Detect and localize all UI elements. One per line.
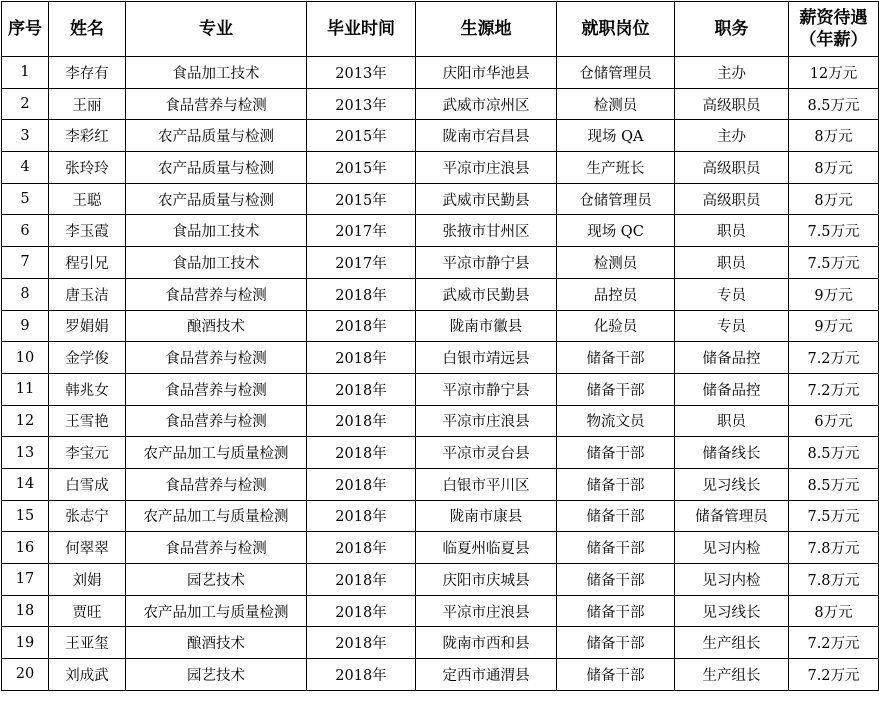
cell-index: 8 [2,278,49,310]
cell-index: 1 [2,57,49,89]
cell-major: 农产品加工与质量检测 [126,595,307,627]
cell-index: 14 [2,468,49,500]
cell-salary: 8万元 [789,152,879,184]
cell-job-position: 现场 QA [557,120,675,152]
cell-salary: 7.5万元 [789,500,879,532]
table-row [2,595,879,627]
cell-major: 农产品质量与检测 [126,183,307,215]
cell-graduation-year: 2015年 [307,152,416,184]
cell-job-position: 储备干部 [557,342,675,374]
table-row [2,152,879,184]
cell-job-title: 见习线长 [675,468,789,500]
cell-job-title: 主办 [675,57,789,89]
cell-salary: 7.8万元 [789,564,879,596]
cell-index: 11 [2,373,49,405]
cell-major: 食品加工技术 [126,57,307,89]
header-salary-line1: 薪资待遇 [799,8,868,28]
cell-name: 罗娟娟 [49,310,126,342]
table-row [2,310,879,342]
cell-hometown: 定西市通渭县 [416,659,557,691]
cell-graduation-year: 2018年 [307,342,416,374]
cell-name: 张玲玲 [49,152,126,184]
header-job-position: 就职岗位 [557,2,675,57]
cell-hometown: 平凉市灵台县 [416,437,557,469]
header-row [2,2,879,57]
cell-job-title: 职员 [675,247,789,279]
cell-major: 农产品加工与质量检测 [126,437,307,469]
cell-major: 食品营养与检测 [126,405,307,437]
cell-graduation-year: 2018年 [307,595,416,627]
cell-job-position: 储备干部 [557,595,675,627]
cell-job-position: 储备干部 [557,659,675,691]
cell-job-position: 化验员 [557,310,675,342]
cell-index: 20 [2,659,49,691]
cell-hometown: 陇南市康县 [416,500,557,532]
cell-hometown: 平凉市庄浪县 [416,595,557,627]
cell-job-title: 见习内检 [675,532,789,564]
cell-name: 王聪 [49,183,126,215]
cell-name: 王亚玺 [49,627,126,659]
table-row [2,659,879,691]
cell-hometown: 张掖市甘州区 [416,215,557,247]
cell-name: 唐玉洁 [49,278,126,310]
cell-hometown: 武威市民勤县 [416,183,557,215]
cell-job-title: 职员 [675,405,789,437]
cell-job-position: 检测员 [557,88,675,120]
cell-job-title: 储备品控 [675,373,789,405]
cell-graduation-year: 2015年 [307,183,416,215]
cell-job-title: 储备品控 [675,342,789,374]
cell-index: 5 [2,183,49,215]
cell-name: 李宝元 [49,437,126,469]
cell-job-title: 专员 [675,310,789,342]
cell-hometown: 陇南市宕昌县 [416,120,557,152]
table-row [2,342,879,374]
cell-salary: 8万元 [789,183,879,215]
cell-major: 食品营养与检测 [126,342,307,374]
cell-hometown: 庆阳市华池县 [416,57,557,89]
cell-index: 9 [2,310,49,342]
cell-name: 何翠翠 [49,532,126,564]
cell-job-position: 现场 QC [557,215,675,247]
cell-job-position: 仓储管理员 [557,57,675,89]
cell-hometown: 陇南市西和县 [416,627,557,659]
cell-index: 3 [2,120,49,152]
cell-job-position: 物流文员 [557,405,675,437]
cell-job-title: 专员 [675,278,789,310]
cell-graduation-year: 2018年 [307,278,416,310]
cell-name: 张志宁 [49,500,126,532]
cell-job-position: 储备干部 [557,627,675,659]
table-row [2,627,879,659]
table-body [2,57,879,691]
cell-index: 6 [2,215,49,247]
table-row [2,215,879,247]
cell-index: 4 [2,152,49,184]
cell-graduation-year: 2018年 [307,659,416,691]
cell-job-position: 储备干部 [557,500,675,532]
cell-index: 7 [2,247,49,279]
cell-name: 金学俊 [49,342,126,374]
cell-name: 贾旺 [49,595,126,627]
cell-major: 农产品加工与质量检测 [126,500,307,532]
cell-salary: 8万元 [789,120,879,152]
cell-salary: 7.2万元 [789,342,879,374]
header-hometown: 生源地 [416,2,557,57]
cell-salary: 8.5万元 [789,468,879,500]
cell-hometown: 临夏州临夏县 [416,532,557,564]
table-row [2,120,879,152]
graduate-employment-table [1,1,879,691]
cell-hometown: 平凉市静宁县 [416,247,557,279]
cell-job-position: 品控员 [557,278,675,310]
cell-graduation-year: 2015年 [307,120,416,152]
header-salary [789,2,879,57]
cell-job-position: 检测员 [557,247,675,279]
cell-job-title: 生产组长 [675,627,789,659]
cell-job-position: 储备干部 [557,532,675,564]
cell-hometown: 平凉市庄浪县 [416,152,557,184]
cell-major: 食品营养与检测 [126,278,307,310]
cell-major: 农产品质量与检测 [126,152,307,184]
cell-index: 2 [2,88,49,120]
cell-salary: 6万元 [789,405,879,437]
cell-job-position: 仓储管理员 [557,183,675,215]
cell-job-position: 储备干部 [557,468,675,500]
cell-hometown: 平凉市静宁县 [416,373,557,405]
cell-salary: 7.2万元 [789,659,879,691]
cell-salary: 8.5万元 [789,437,879,469]
table-row [2,88,879,120]
table-row [2,437,879,469]
cell-hometown: 平凉市庄浪县 [416,405,557,437]
cell-graduation-year: 2018年 [307,373,416,405]
cell-salary: 12万元 [789,57,879,89]
cell-job-title: 主办 [675,120,789,152]
cell-index: 10 [2,342,49,374]
cell-job-position: 储备干部 [557,564,675,596]
cell-job-position: 储备干部 [557,373,675,405]
cell-job-title: 高级职员 [675,152,789,184]
cell-salary: 8万元 [789,595,879,627]
table-row [2,405,879,437]
cell-hometown: 武威市凉州区 [416,88,557,120]
cell-graduation-year: 2013年 [307,88,416,120]
cell-index: 18 [2,595,49,627]
cell-name: 白雪成 [49,468,126,500]
cell-salary: 7.5万元 [789,215,879,247]
cell-name: 李存有 [49,57,126,89]
cell-salary: 7.5万元 [789,247,879,279]
cell-graduation-year: 2018年 [307,627,416,659]
cell-major: 食品加工技术 [126,215,307,247]
cell-index: 12 [2,405,49,437]
cell-salary: 9万元 [789,278,879,310]
cell-name: 韩兆女 [49,373,126,405]
table-row [2,564,879,596]
cell-graduation-year: 2017年 [307,215,416,247]
cell-major: 园艺技术 [126,659,307,691]
table-row [2,57,879,89]
table-row [2,278,879,310]
cell-name: 李玉霞 [49,215,126,247]
header-major: 专业 [126,2,307,57]
cell-graduation-year: 2018年 [307,500,416,532]
cell-graduation-year: 2018年 [307,310,416,342]
cell-job-title: 职员 [675,215,789,247]
cell-major: 食品营养与检测 [126,373,307,405]
cell-job-title: 生产组长 [675,659,789,691]
cell-job-title: 高级职员 [675,183,789,215]
table-row [2,468,879,500]
cell-job-title: 见习内检 [675,564,789,596]
header-graduation-year: 毕业时间 [307,2,416,57]
cell-salary: 7.2万元 [789,627,879,659]
cell-job-title: 储备线长 [675,437,789,469]
cell-name: 李彩红 [49,120,126,152]
cell-job-title: 高级职员 [675,88,789,120]
cell-major: 酿酒技术 [126,627,307,659]
cell-graduation-year: 2018年 [307,468,416,500]
cell-index: 19 [2,627,49,659]
cell-job-title: 见习线长 [675,595,789,627]
cell-graduation-year: 2018年 [307,532,416,564]
cell-graduation-year: 2018年 [307,437,416,469]
header-job-title: 职务 [675,2,789,57]
table-row [2,183,879,215]
cell-salary: 9万元 [789,310,879,342]
cell-index: 13 [2,437,49,469]
cell-job-position: 生产班长 [557,152,675,184]
cell-major: 园艺技术 [126,564,307,596]
cell-name: 王丽 [49,88,126,120]
cell-hometown: 庆阳市庆城县 [416,564,557,596]
cell-major: 食品加工技术 [126,247,307,279]
header-index: 序号 [2,2,49,57]
cell-major: 酿酒技术 [126,310,307,342]
cell-salary: 7.8万元 [789,532,879,564]
cell-major: 农产品质量与检测 [126,120,307,152]
cell-graduation-year: 2013年 [307,57,416,89]
header-name: 姓名 [49,2,126,57]
cell-index: 15 [2,500,49,532]
cell-hometown: 陇南市徽县 [416,310,557,342]
cell-salary: 8.5万元 [789,88,879,120]
table-row [2,373,879,405]
cell-name: 刘成武 [49,659,126,691]
header-salary-line2: （年薪） [799,30,868,50]
cell-job-title: 储备管理员 [675,500,789,532]
cell-name: 刘娟 [49,564,126,596]
cell-graduation-year: 2018年 [307,564,416,596]
table-row [2,532,879,564]
table-row [2,247,879,279]
cell-hometown: 武威市民勤县 [416,278,557,310]
cell-major: 食品营养与检测 [126,532,307,564]
cell-name: 程引兄 [49,247,126,279]
table-row [2,500,879,532]
cell-salary: 7.2万元 [789,373,879,405]
cell-hometown: 白银市靖远县 [416,342,557,374]
cell-major: 食品营养与检测 [126,468,307,500]
cell-job-position: 储备干部 [557,437,675,469]
cell-major: 食品营养与检测 [126,88,307,120]
cell-graduation-year: 2018年 [307,405,416,437]
cell-index: 17 [2,564,49,596]
cell-graduation-year: 2017年 [307,247,416,279]
cell-index: 16 [2,532,49,564]
cell-hometown: 白银市平川区 [416,468,557,500]
cell-name: 王雪艳 [49,405,126,437]
